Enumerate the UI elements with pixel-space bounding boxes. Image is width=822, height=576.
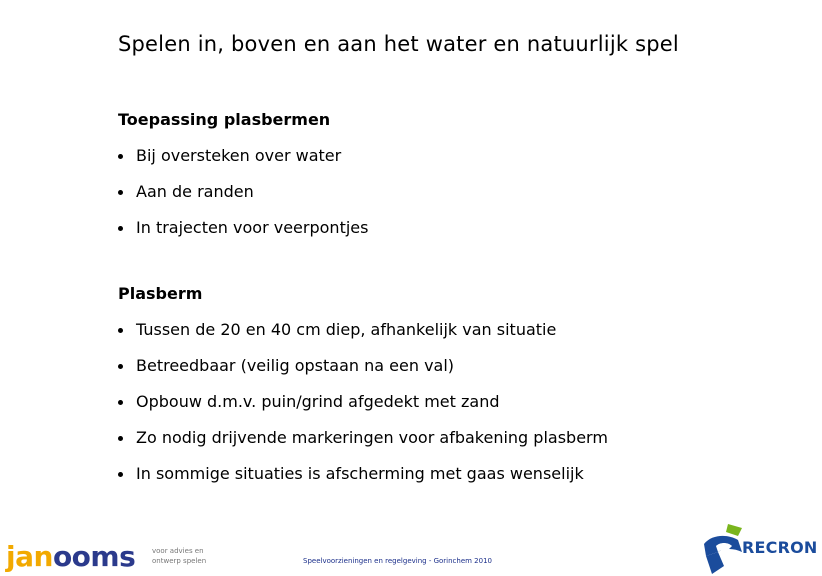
section-plasberm [118, 284, 608, 484]
slide-title: Spelen in, boven en aan het water en natuurlijk spel [118, 32, 679, 56]
list-item: Bij oversteken over water [118, 146, 368, 166]
section-heading: Toepassing plasbermen [118, 110, 331, 129]
list-item: Tussen de 20 en 40 cm diep, afhankelijk van situatie [118, 320, 608, 340]
bullet-icon [118, 328, 123, 333]
list-item: Zo nodig drijvende markeringen voor afbakening plasberm [118, 428, 608, 448]
bullet-icon [118, 226, 123, 231]
bullet-icon [118, 154, 123, 159]
list-item: Betreedbaar (veilig opstaan na een val) [118, 356, 608, 376]
bullet-list [118, 320, 608, 484]
bullet-list [118, 146, 368, 238]
recron-wordmark: RECRON [742, 538, 818, 557]
bullet-icon [118, 364, 123, 369]
bullet-icon [118, 436, 123, 441]
section-toepassing [118, 110, 368, 238]
list-item: In trajecten voor veerpontjes [118, 218, 368, 238]
list-item: Opbouw d.m.v. puin/grind afgedekt met zand [118, 392, 608, 412]
list-item: In sommige situaties is afscherming met gaas wenselijk [118, 464, 608, 484]
list-item: Aan de randen [118, 182, 368, 202]
section-heading: Plasberm [118, 284, 203, 303]
bullet-icon [118, 190, 123, 195]
bullet-icon [118, 400, 123, 405]
janooms-logo: janooms [6, 540, 136, 573]
recron-logo [698, 522, 822, 576]
footer-text: Speelvoorzieningen en regelgeving - Gorinchem 2010 [303, 557, 492, 565]
janooms-tagline: voor advies en ontwerp spelen [152, 547, 207, 565]
bullet-icon [118, 472, 123, 477]
recron-emblem-icon [698, 522, 746, 576]
